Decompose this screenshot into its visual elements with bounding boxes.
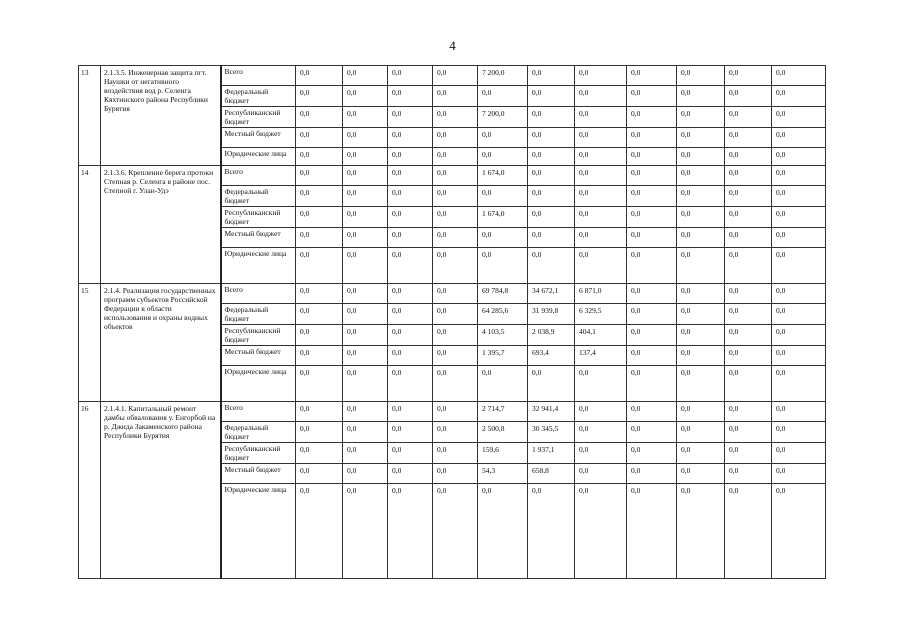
amount-cell: 0,0 xyxy=(677,148,725,166)
table-row xyxy=(79,402,826,422)
amount-cell: 0,0 xyxy=(528,366,575,402)
row-number: 15 xyxy=(79,284,101,402)
amount-cell: 0,0 xyxy=(627,443,677,464)
amount-cell: 0,0 xyxy=(343,346,388,366)
funding-source: Республиканский бюджет xyxy=(221,107,296,128)
amount-cell: 0,0 xyxy=(575,228,627,248)
amount-cell: 0,0 xyxy=(725,148,772,166)
amount-cell: 0,0 xyxy=(296,86,343,107)
funding-source: Местный бюджет xyxy=(221,128,296,148)
funding-source: Всего xyxy=(221,402,296,422)
amount-cell: 1 674,0 xyxy=(478,166,528,186)
amount-cell: 0,0 xyxy=(627,464,677,484)
amount-cell: 0,0 xyxy=(677,186,725,207)
amount-cell: 64 285,6 xyxy=(478,304,528,325)
amount-cell: 0,0 xyxy=(772,128,826,148)
amount-cell: 0,0 xyxy=(528,484,575,579)
amount-cell: 0,0 xyxy=(677,304,725,325)
row-number: 16 xyxy=(79,402,101,579)
amount-cell: 0,0 xyxy=(677,402,725,422)
amount-cell: 0,0 xyxy=(433,366,478,402)
amount-cell: 0,0 xyxy=(388,148,433,166)
amount-cell: 0,0 xyxy=(343,464,388,484)
amount-cell: 0,0 xyxy=(627,66,677,86)
row-number: 14 xyxy=(79,166,101,284)
funding-source: Республиканский бюджет xyxy=(221,325,296,346)
funding-source: Юридические лица xyxy=(221,484,296,579)
amount-cell: 0,0 xyxy=(296,284,343,304)
amount-cell: 0,0 xyxy=(296,66,343,86)
amount-cell: 0,0 xyxy=(388,248,433,284)
amount-cell: 0,0 xyxy=(772,464,826,484)
amount-cell: 0,0 xyxy=(433,148,478,166)
amount-cell: 0,0 xyxy=(388,325,433,346)
amount-cell: 0,0 xyxy=(388,346,433,366)
amount-cell: 404,1 xyxy=(575,325,627,346)
amount-cell: 0,0 xyxy=(677,422,725,443)
amount-cell: 0,0 xyxy=(772,86,826,107)
amount-cell: 0,0 xyxy=(627,248,677,284)
amount-cell: 0,0 xyxy=(388,107,433,128)
amount-cell: 0,0 xyxy=(677,325,725,346)
amount-cell: 0,0 xyxy=(627,284,677,304)
funding-source: Юридические лица xyxy=(221,366,296,402)
amount-cell: 32 941,4 xyxy=(528,402,575,422)
funding-source: Федеральный бюджет xyxy=(221,422,296,443)
amount-cell: 0,0 xyxy=(528,166,575,186)
amount-cell: 0,0 xyxy=(343,166,388,186)
amount-cell: 0,0 xyxy=(296,366,343,402)
amount-cell: 1 395,7 xyxy=(478,346,528,366)
amount-cell: 0,0 xyxy=(388,186,433,207)
amount-cell: 0,0 xyxy=(296,484,343,579)
amount-cell: 0,0 xyxy=(627,366,677,402)
amount-cell: 0,0 xyxy=(478,366,528,402)
amount-cell: 0,0 xyxy=(528,66,575,86)
amount-cell: 0,0 xyxy=(433,422,478,443)
amount-cell: 0,0 xyxy=(772,402,826,422)
amount-cell: 0,0 xyxy=(677,107,725,128)
amount-cell: 0,0 xyxy=(528,207,575,228)
amount-cell: 0,0 xyxy=(296,325,343,346)
funding-source: Местный бюджет xyxy=(221,228,296,248)
amount-cell: 0,0 xyxy=(575,366,627,402)
amount-cell: 69 784,8 xyxy=(478,284,528,304)
table-row xyxy=(79,66,826,86)
amount-cell: 34 672,1 xyxy=(528,284,575,304)
amount-cell: 0,0 xyxy=(627,484,677,579)
amount-cell: 0,0 xyxy=(343,248,388,284)
funding-source: Всего xyxy=(221,284,296,304)
amount-cell: 0,0 xyxy=(575,66,627,86)
amount-cell: 0,0 xyxy=(627,186,677,207)
amount-cell: 0,0 xyxy=(388,207,433,228)
amount-cell: 0,0 xyxy=(627,207,677,228)
amount-cell: 2 714,7 xyxy=(478,402,528,422)
amount-cell: 54,3 xyxy=(478,464,528,484)
amount-cell: 0,0 xyxy=(575,207,627,228)
amount-cell: 0,0 xyxy=(627,148,677,166)
amount-cell: 0,0 xyxy=(296,228,343,248)
amount-cell: 0,0 xyxy=(388,443,433,464)
activity-name: 2.1.4. Реализация государственных программ субъектов Российской Федерации в области использования и охраны водных объектов xyxy=(101,284,221,402)
amount-cell: 0,0 xyxy=(627,166,677,186)
amount-cell: 0,0 xyxy=(772,284,826,304)
amount-cell: 0,0 xyxy=(677,207,725,228)
amount-cell: 0,0 xyxy=(575,464,627,484)
amount-cell: 0,0 xyxy=(772,484,826,579)
funding-source: Федеральный бюджет xyxy=(221,304,296,325)
amount-cell: 0,0 xyxy=(677,443,725,464)
amount-cell: 0,0 xyxy=(627,346,677,366)
funding-source: Местный бюджет xyxy=(221,346,296,366)
activity-name: 2.1.4.1. Капитальный ремонт дамбы обвалования у. Енгорбой на р. Джида Закаменского района Республики Бурятия xyxy=(101,402,221,579)
funding-source: Федеральный бюджет xyxy=(221,186,296,207)
amount-cell: 0,0 xyxy=(343,148,388,166)
activity-name: 2.1.3.5. Инженерная защита пгт. Наушки от негативного воздействия вод р. Селенга Кяхтинского района Республики Бурятия xyxy=(101,66,221,166)
amount-cell: 0,0 xyxy=(772,228,826,248)
amount-cell: 0,0 xyxy=(772,148,826,166)
amount-cell: 0,0 xyxy=(343,228,388,248)
table-row xyxy=(79,166,826,186)
amount-cell: 0,0 xyxy=(725,166,772,186)
amount-cell: 0,0 xyxy=(575,166,627,186)
amount-cell: 0,0 xyxy=(343,443,388,464)
amount-cell: 0,0 xyxy=(478,248,528,284)
amount-cell: 0,0 xyxy=(725,304,772,325)
amount-cell: 0,0 xyxy=(677,464,725,484)
amount-cell: 0,0 xyxy=(725,284,772,304)
amount-cell: 0,0 xyxy=(725,86,772,107)
amount-cell: 0,0 xyxy=(343,484,388,579)
amount-cell: 0,0 xyxy=(575,86,627,107)
amount-cell: 0,0 xyxy=(343,207,388,228)
amount-cell: 0,0 xyxy=(677,346,725,366)
amount-cell: 0,0 xyxy=(433,304,478,325)
amount-cell: 0,0 xyxy=(528,148,575,166)
amount-cell: 0,0 xyxy=(772,346,826,366)
amount-cell: 0,0 xyxy=(478,148,528,166)
amount-cell: 0,0 xyxy=(296,248,343,284)
amount-cell: 0,0 xyxy=(575,402,627,422)
amount-cell: 0,0 xyxy=(627,402,677,422)
amount-cell: 0,0 xyxy=(343,66,388,86)
amount-cell: 0,0 xyxy=(725,228,772,248)
amount-cell: 0,0 xyxy=(772,66,826,86)
amount-cell: 0,0 xyxy=(528,128,575,148)
amount-cell: 0,0 xyxy=(433,346,478,366)
amount-cell: 0,0 xyxy=(528,248,575,284)
table-row xyxy=(79,284,826,304)
amount-cell: 0,0 xyxy=(772,107,826,128)
amount-cell: 6 871,0 xyxy=(575,284,627,304)
amount-cell: 0,0 xyxy=(296,128,343,148)
amount-cell: 0,0 xyxy=(433,464,478,484)
amount-cell: 0,0 xyxy=(677,66,725,86)
amount-cell: 0,0 xyxy=(343,86,388,107)
amount-cell: 0,0 xyxy=(388,128,433,148)
amount-cell: 0,0 xyxy=(627,325,677,346)
amount-cell: 0,0 xyxy=(528,86,575,107)
amount-cell: 0,0 xyxy=(478,228,528,248)
amount-cell: 0,0 xyxy=(388,484,433,579)
amount-cell: 0,0 xyxy=(343,284,388,304)
amount-cell: 0,0 xyxy=(388,66,433,86)
amount-cell: 30 345,5 xyxy=(528,422,575,443)
amount-cell: 0,0 xyxy=(677,484,725,579)
funding-source: Местный бюджет xyxy=(221,464,296,484)
amount-cell: 0,0 xyxy=(433,207,478,228)
amount-cell: 0,0 xyxy=(433,86,478,107)
funding-source: Республиканский бюджет xyxy=(221,207,296,228)
amount-cell: 0,0 xyxy=(627,304,677,325)
amount-cell: 0,0 xyxy=(433,228,478,248)
amount-cell: 0,0 xyxy=(725,402,772,422)
amount-cell: 0,0 xyxy=(725,186,772,207)
amount-cell: 0,0 xyxy=(343,186,388,207)
page-number: 4 xyxy=(449,38,456,53)
amount-cell: 0,0 xyxy=(296,304,343,325)
amount-cell: 0,0 xyxy=(772,422,826,443)
amount-cell: 0,0 xyxy=(296,464,343,484)
amount-cell: 137,4 xyxy=(575,346,627,366)
amount-cell: 0,0 xyxy=(388,402,433,422)
amount-cell: 0,0 xyxy=(343,107,388,128)
amount-cell: 0,0 xyxy=(388,366,433,402)
amount-cell: 7 200,0 xyxy=(478,107,528,128)
funding-source: Юридические лица xyxy=(221,248,296,284)
amount-cell: 0,0 xyxy=(725,443,772,464)
amount-cell: 0,0 xyxy=(433,128,478,148)
amount-cell: 0,0 xyxy=(433,107,478,128)
amount-cell: 0,0 xyxy=(296,166,343,186)
amount-cell: 0,0 xyxy=(725,366,772,402)
amount-cell: 0,0 xyxy=(296,346,343,366)
funding-source: Юридические лица xyxy=(221,148,296,166)
amount-cell: 0,0 xyxy=(388,166,433,186)
funding-source: Всего xyxy=(221,66,296,86)
amount-cell: 1 674,0 xyxy=(478,207,528,228)
amount-cell: 0,0 xyxy=(575,443,627,464)
amount-cell: 0,0 xyxy=(478,128,528,148)
amount-cell: 2 038,9 xyxy=(528,325,575,346)
amount-cell: 0,0 xyxy=(296,148,343,166)
amount-cell: 658,8 xyxy=(528,464,575,484)
amount-cell: 0,0 xyxy=(575,128,627,148)
amount-cell: 0,0 xyxy=(478,86,528,107)
amount-cell: 0,0 xyxy=(677,248,725,284)
amount-cell: 0,0 xyxy=(433,325,478,346)
amount-cell: 0,0 xyxy=(388,304,433,325)
funding-source: Республиканский бюджет xyxy=(221,443,296,464)
amount-cell: 0,0 xyxy=(433,484,478,579)
amount-cell: 0,0 xyxy=(296,402,343,422)
amount-cell: 31 939,8 xyxy=(528,304,575,325)
amount-cell: 6 329,5 xyxy=(575,304,627,325)
amount-cell: 0,0 xyxy=(433,402,478,422)
amount-cell: 0,0 xyxy=(627,422,677,443)
amount-cell: 0,0 xyxy=(677,128,725,148)
row-number: 13 xyxy=(79,66,101,166)
amount-cell: 0,0 xyxy=(627,107,677,128)
amount-cell: 159,6 xyxy=(478,443,528,464)
amount-cell: 0,0 xyxy=(725,422,772,443)
amount-cell: 0,0 xyxy=(343,128,388,148)
amount-cell: 0,0 xyxy=(343,325,388,346)
amount-cell: 0,0 xyxy=(388,228,433,248)
budget-table xyxy=(78,65,826,579)
amount-cell: 0,0 xyxy=(677,228,725,248)
amount-cell: 0,0 xyxy=(725,248,772,284)
amount-cell: 0,0 xyxy=(296,443,343,464)
activity-name: 2.1.3.6. Крепление берега протоки Степная р. Селенга в районе пос. Степной г. Улан-Удэ xyxy=(101,166,221,284)
amount-cell: 7 200,0 xyxy=(478,66,528,86)
amount-cell: 0,0 xyxy=(296,186,343,207)
amount-cell: 0,0 xyxy=(575,248,627,284)
amount-cell: 0,0 xyxy=(296,207,343,228)
amount-cell: 0,0 xyxy=(388,422,433,443)
amount-cell: 0,0 xyxy=(433,186,478,207)
amount-cell: 0,0 xyxy=(725,107,772,128)
amount-cell: 0,0 xyxy=(627,86,677,107)
amount-cell: 0,0 xyxy=(725,66,772,86)
amount-cell: 0,0 xyxy=(772,304,826,325)
amount-cell: 0,0 xyxy=(772,248,826,284)
amount-cell: 0,0 xyxy=(388,284,433,304)
amount-cell: 0,0 xyxy=(296,422,343,443)
amount-cell: 0,0 xyxy=(528,107,575,128)
amount-cell: 0,0 xyxy=(478,186,528,207)
amount-cell: 0,0 xyxy=(725,464,772,484)
amount-cell: 693,4 xyxy=(528,346,575,366)
amount-cell: 0,0 xyxy=(433,66,478,86)
amount-cell: 0,0 xyxy=(528,186,575,207)
amount-cell: 0,0 xyxy=(725,207,772,228)
amount-cell: 0,0 xyxy=(772,366,826,402)
amount-cell: 0,0 xyxy=(433,284,478,304)
amount-cell: 0,0 xyxy=(725,484,772,579)
funding-source: Всего xyxy=(221,166,296,186)
amount-cell: 2 500,8 xyxy=(478,422,528,443)
amount-cell: 0,0 xyxy=(343,402,388,422)
amount-cell: 0,0 xyxy=(388,86,433,107)
amount-cell: 0,0 xyxy=(388,464,433,484)
amount-cell: 0,0 xyxy=(433,166,478,186)
amount-cell: 0,0 xyxy=(627,128,677,148)
funding-source: Федеральный бюджет xyxy=(221,86,296,107)
amount-cell: 0,0 xyxy=(478,484,528,579)
amount-cell: 0,0 xyxy=(725,346,772,366)
amount-cell: 0,0 xyxy=(575,148,627,166)
amount-cell: 0,0 xyxy=(772,207,826,228)
amount-cell: 0,0 xyxy=(343,304,388,325)
amount-cell: 0,0 xyxy=(772,166,826,186)
amount-cell: 0,0 xyxy=(772,325,826,346)
amount-cell: 0,0 xyxy=(433,248,478,284)
amount-cell: 0,0 xyxy=(575,186,627,207)
amount-cell: 0,0 xyxy=(725,325,772,346)
amount-cell: 0,0 xyxy=(343,422,388,443)
amount-cell: 4 103,5 xyxy=(478,325,528,346)
amount-cell: 0,0 xyxy=(575,422,627,443)
amount-cell: 0,0 xyxy=(343,366,388,402)
amount-cell: 0,0 xyxy=(772,443,826,464)
amount-cell: 0,0 xyxy=(528,228,575,248)
amount-cell: 0,0 xyxy=(575,484,627,579)
amount-cell: 1 937,1 xyxy=(528,443,575,464)
amount-cell: 0,0 xyxy=(677,366,725,402)
amount-cell: 0,0 xyxy=(677,166,725,186)
amount-cell: 0,0 xyxy=(677,86,725,107)
amount-cell: 0,0 xyxy=(677,284,725,304)
amount-cell: 0,0 xyxy=(296,107,343,128)
amount-cell: 0,0 xyxy=(575,107,627,128)
amount-cell: 0,0 xyxy=(772,186,826,207)
amount-cell: 0,0 xyxy=(725,128,772,148)
amount-cell: 0,0 xyxy=(433,443,478,464)
amount-cell: 0,0 xyxy=(627,228,677,248)
